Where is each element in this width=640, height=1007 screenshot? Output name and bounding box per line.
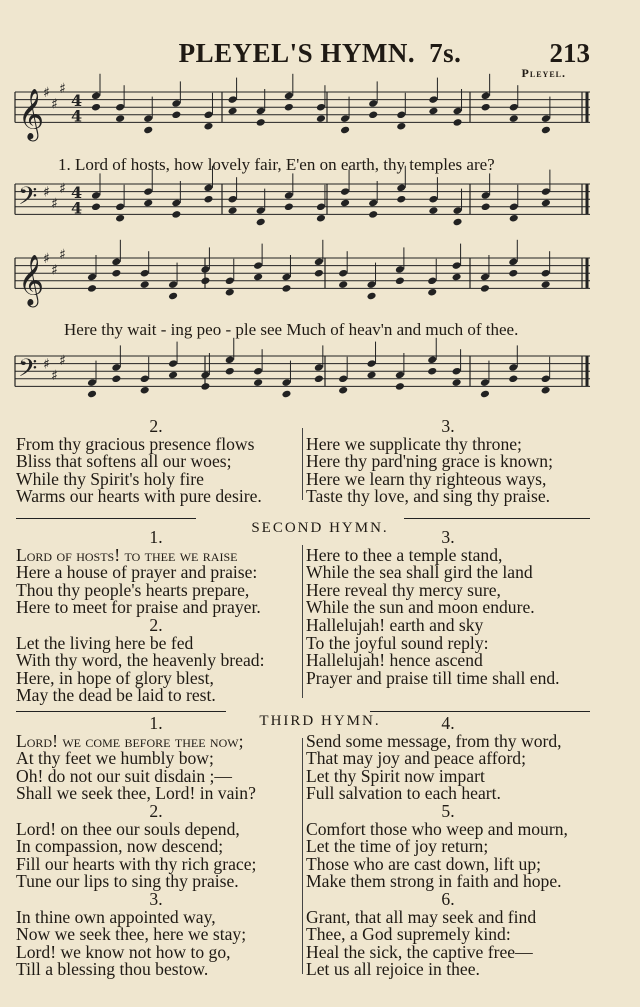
composer-name: Pleyel. [521,66,566,80]
meter-text: 7s. [429,38,462,68]
third-hymn-left [16,715,296,979]
verse-line: Let us all rejoice in thee. [306,959,480,980]
verse-number: 1. [149,713,163,733]
verse-line: Here to meet for praise and prayer. [16,597,261,618]
note-head [171,210,181,219]
verse-line: To the joyful sound reply: [306,632,489,653]
note-head [338,280,348,289]
note-head [281,284,291,293]
note-head [203,195,213,204]
verse-number: 2. [149,614,163,635]
verse-line: Hallelujah! earth and sky [306,614,484,635]
sharp-icon: ♯ [59,81,66,98]
divider-rule [16,711,226,712]
divider-rule [404,518,590,519]
verse-line: While the sea shall gird the land [306,562,533,583]
verse-line: At thy feet we humbly bow; [16,748,214,769]
column-divider [302,428,303,500]
note-head [316,214,326,223]
verse-line: Let the time of joy return; [306,836,489,857]
note-head [225,367,235,376]
verse-line: Lord of hosts! to thee we raise [16,544,238,565]
second-hymn-heading: SECOND HYMN. [251,520,389,536]
note-head [171,110,181,119]
note-head [453,218,463,227]
verse-line: Here we learn thy righteous ways, [306,468,547,489]
note-head [256,118,266,127]
verse-line: Now we seek thee, here we stay; [16,924,247,945]
note-head [395,382,405,391]
time-signature: 4 [71,183,83,203]
verse-line: With thy word, the heavenly bread: [16,650,265,671]
column-divider [302,738,303,974]
sharp-icon: ♯ [59,180,66,197]
note-head [508,374,518,383]
verse-line: May the dead be laid to rest. [16,685,216,706]
verse-line: Lord! on thee our souls depend, [16,818,240,839]
verse-line: Make them strong in faith and hope. [306,871,562,892]
verse-line: Here thy pard'ning grace is known; [306,451,553,472]
verse-line: Thee, a God supremely kind: [306,924,511,945]
note-head [200,382,210,391]
note-head [316,114,326,123]
note-head [111,374,121,383]
verse-line: While the sun and moon endure. [306,597,535,618]
verse-line: Lord! we know not how to go, [16,941,231,962]
note-head [453,118,463,127]
verse-line: Let the living here be fed [16,632,194,653]
note-head [200,276,210,285]
verse-line: Bliss that softens all our woes; [16,451,232,472]
sharp-icon: ♯ [51,196,58,212]
note-head [168,292,178,301]
note-head [367,371,377,380]
note-head [91,103,101,112]
note-head [368,110,378,119]
note-head [340,199,350,208]
verse-line: From thy gracious presence flows [16,433,255,454]
verse-line: Grant, that all may seek and find [306,906,537,927]
verse-line: Send some message, from thy word, [306,730,562,751]
verse-line: Thou thy people's hearts prepare, [16,579,250,600]
verse-line: In thine own appointed way, [16,906,216,927]
note-head [284,202,294,211]
verse-number: 3. [149,888,163,909]
verse-line: Here we supplicate thy throne; [306,433,522,454]
note-head [91,202,101,211]
note-head [509,114,519,123]
sharp-icon: ♯ [51,96,58,113]
sharp-icon: ♯ [43,251,50,267]
verse-3-block [306,418,590,506]
note-head [396,195,406,204]
note-head [452,273,462,282]
verse-line: Warms our hearts with pure desire. [16,486,262,507]
time-signature: 4 [71,198,83,218]
note-head [428,107,438,116]
note-head [314,374,324,383]
verse-number: 3. [441,527,455,547]
note-head [480,284,490,293]
verse-line: Here a house of prayer and praise: [16,562,258,583]
note-head [228,107,238,116]
verse-line: Tune our lips to sing thy praise. [16,871,239,892]
verse-line: That may joy and peace afford; [306,748,526,769]
verse-line: Let thy Spirit now impart [306,765,485,786]
note-head [281,390,291,399]
third-hymn-right [306,715,590,979]
verse-number: 3. [441,416,455,436]
note-head [140,386,150,395]
divider-rule [16,518,196,519]
column-divider [302,545,303,698]
note-head [340,126,350,135]
note-head [541,280,551,289]
verse-number: 1. [149,527,163,547]
note-head [541,386,551,395]
verse-line: Prayer and praise till time shall end. [306,667,560,688]
verse-number: 6. [441,888,455,909]
note-head [143,126,153,135]
verse-line: While thy Spirit's holy fire [16,468,204,489]
title-text: PLEYEL'S HYMN. [178,38,416,68]
note-head [253,378,263,387]
note-head [314,269,324,278]
treble-clef-icon: 𝄞 [18,254,45,306]
note-head [427,367,437,376]
verse-line: In compassion, now descend; [16,836,224,857]
verse-line: Here to thee a temple stand, [306,544,503,565]
note-head [284,103,294,112]
note-head [481,202,491,211]
sharp-icon: ♯ [43,85,50,101]
second-hymn-left [16,529,296,705]
note-head [396,122,406,131]
sharp-icon: ♯ [51,262,58,279]
note-head [427,288,437,297]
sharp-icon: ♯ [43,356,50,373]
second-hymn-right [306,529,590,687]
verse-line: Full salvation to each heart. [306,783,501,804]
verse-line: Comfort those who weep and mourn, [306,818,568,839]
sharp-icon: ♯ [51,368,58,384]
verse-line: Those who are cast down, lift up; [306,853,542,874]
sharp-icon: ♯ [59,352,66,369]
note-head [452,378,462,387]
lyric-line-2: Here thy wait - ing peo - ple see Much of heav'n and much of thee. [64,320,519,339]
time-signature: 4 [71,91,83,111]
sharp-icon: ♯ [59,247,66,264]
note-head [256,218,266,227]
note-head [253,273,263,282]
note-head [140,280,150,289]
verse-line: Oh! do not our suit disdain ;— [16,765,233,786]
note-head [368,210,378,219]
note-head [395,276,405,285]
verse-line: Lord! we come before thee now; [16,730,244,751]
note-head [87,284,97,293]
verse-line: Till a blessing thou bestow. [16,959,209,980]
note-head [115,214,125,223]
note-head [143,199,153,208]
sharp-icon: ♯ [43,184,50,201]
note-head [225,288,235,297]
note-head [115,114,125,123]
verse-line: Here reveal thy mercy sure, [306,579,501,600]
verse-line: Shall we seek thee, Lord! in vain? [16,783,256,804]
verse-2-block [16,418,296,506]
note-head [508,269,518,278]
note-head [541,199,551,208]
time-signature: 4 [71,106,83,126]
divider-rule [370,711,590,712]
music-score [0,0,640,420]
note-head [481,103,491,112]
note-head [111,269,121,278]
verse-line: Hallelujah! hence ascend [306,650,483,671]
verse-number: 2. [149,416,163,436]
note-head [480,390,490,399]
note-head [203,122,213,131]
treble-clef-icon: 𝄞 [18,88,45,140]
note-head [509,214,519,223]
verse-line: Heal the sick, the captive free— [306,941,533,962]
note-head [338,386,348,395]
lyric-line-1: 1. Lord of hosts, how lovely fair, E'en on earth, thy temples are? [58,155,495,174]
note-head [428,206,438,215]
note-head [168,371,178,380]
note-head [87,390,97,399]
verse-number: 4. [441,713,455,733]
verse-line: Here, in hope of glory blest, [16,667,214,688]
third-hymn-heading: THIRD HYMN. [259,713,381,729]
note-head [367,292,377,301]
bass-clef-icon: 𝄢 [18,181,38,217]
page-number: 213 [549,38,590,68]
verse-number: 5. [441,800,455,821]
bass-clef-icon: 𝄢 [18,353,38,389]
verse-line: Fill our hearts with thy rich grace; [16,853,257,874]
verse-number: 2. [149,800,163,821]
note-head [228,206,238,215]
note-head [541,126,551,135]
verse-line: Taste thy love, and sing thy praise. [306,486,551,507]
